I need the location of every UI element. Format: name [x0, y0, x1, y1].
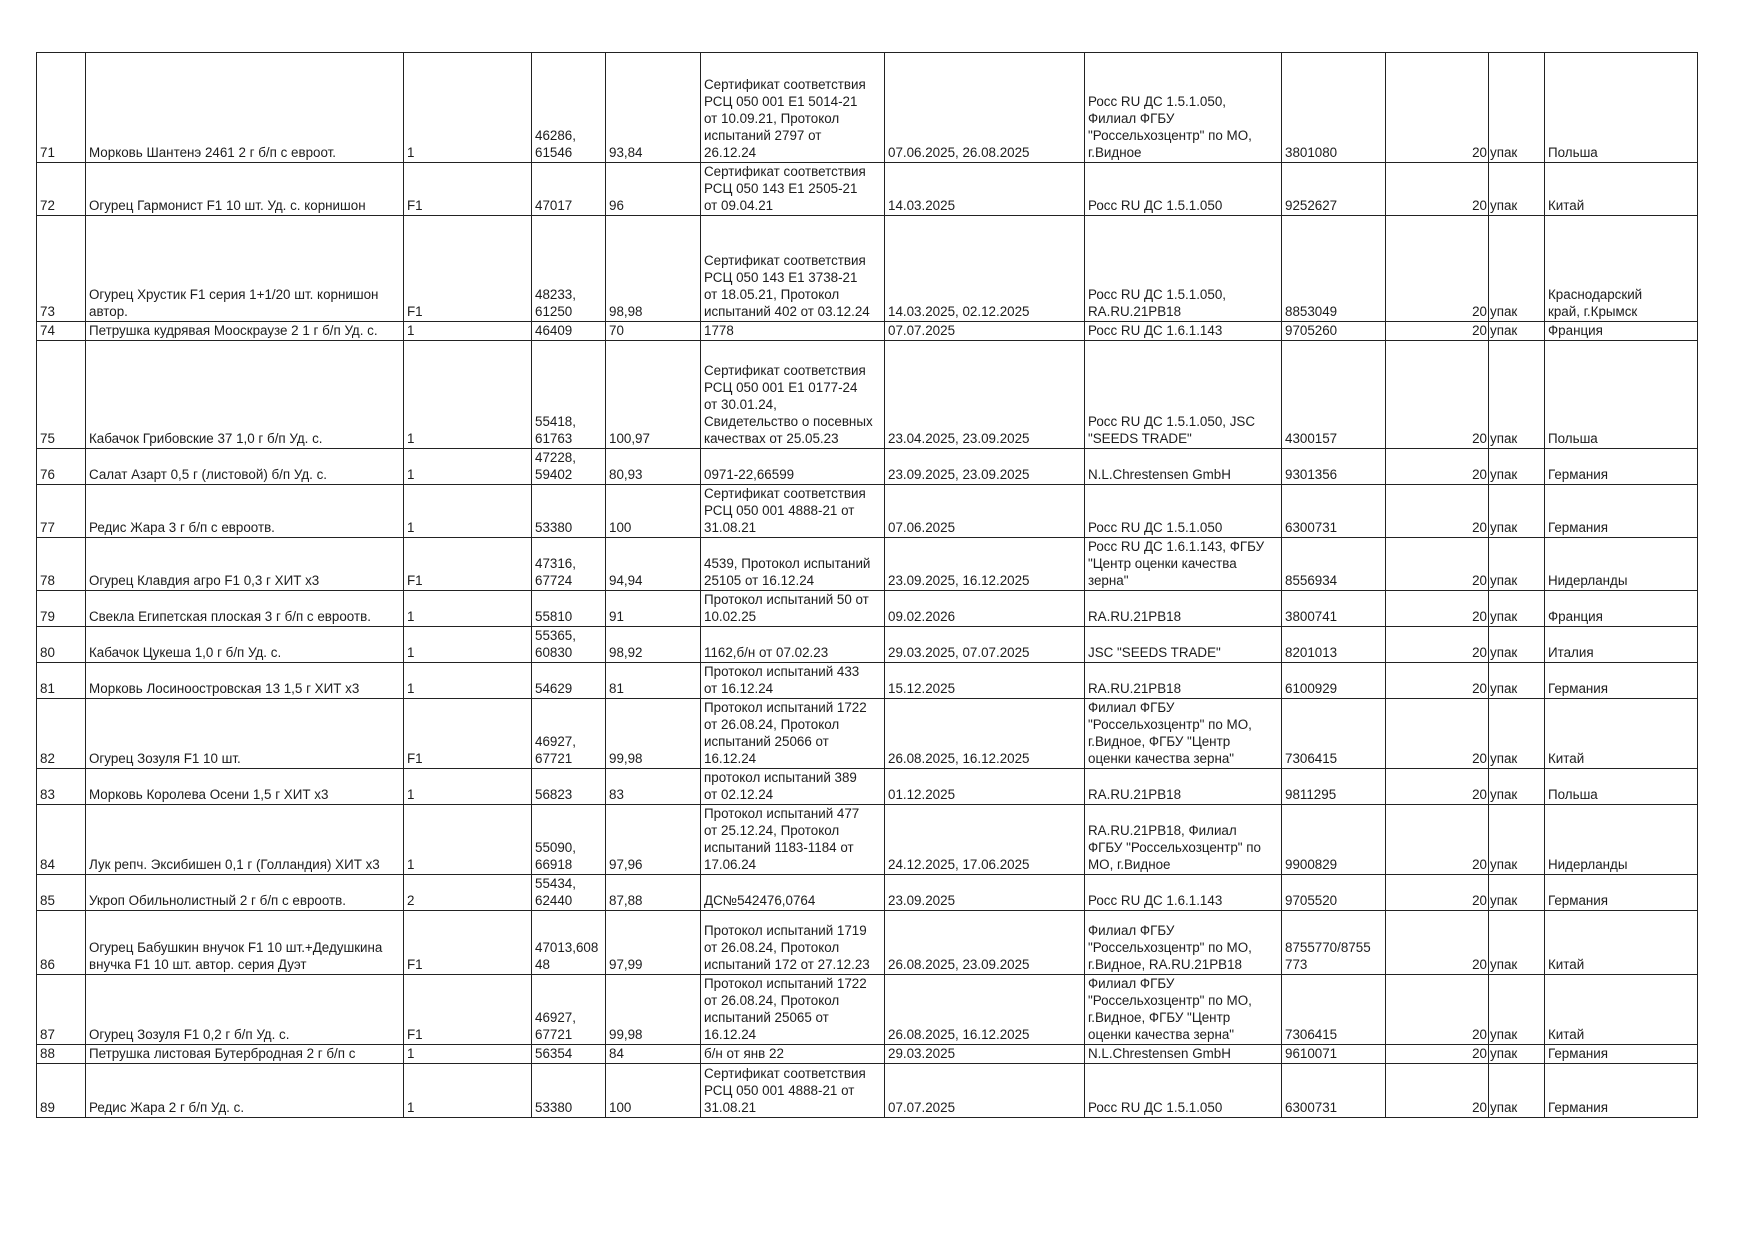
- validity-dates-cell: 23.09.2025: [885, 875, 1085, 911]
- category-cell: 2: [404, 875, 532, 911]
- product-name-cell: Кабачок Цукеша 1,0 г б/п Уд. с.: [86, 627, 404, 663]
- origin-country-cell: Германия: [1545, 1045, 1698, 1064]
- quantity-cell: 20: [1386, 699, 1489, 769]
- unit-cell: упак: [1489, 663, 1545, 699]
- table-row: [37, 875, 1698, 911]
- quantity-cell: 20: [1386, 769, 1489, 805]
- product-name-cell: Огурец Хрустик F1 серия 1+1/20 шт. корнишон автор.: [86, 216, 404, 322]
- certifying-body-cell: JSC "SEEDS TRADE": [1085, 627, 1282, 663]
- category-cell: 1: [404, 627, 532, 663]
- germination-cell: 100: [606, 1064, 701, 1118]
- batch-numbers-cell: 55365, 60830: [532, 627, 606, 663]
- batch-numbers-cell: 47316, 67724: [532, 538, 606, 591]
- validity-dates-cell: 29.03.2025: [885, 1045, 1085, 1064]
- row-number-cell: 79: [37, 591, 86, 627]
- product-name-cell: Петрушка листовая Бутербродная 2 г б/п с: [86, 1045, 404, 1064]
- quantity-cell: 20: [1386, 663, 1489, 699]
- product-code-cell: 7306415: [1282, 699, 1386, 769]
- batch-numbers-cell: 56823: [532, 769, 606, 805]
- table-row: [37, 911, 1698, 975]
- certifying-body-cell: Росс RU ДС 1.5.1.050: [1085, 163, 1282, 216]
- row-number-cell: 80: [37, 627, 86, 663]
- certifying-body-cell: Росс RU ДС 1.6.1.143, ФГБУ "Центр оценки качества зерна": [1085, 538, 1282, 591]
- quantity-cell: 20: [1386, 805, 1489, 875]
- unit-cell: упак: [1489, 216, 1545, 322]
- table-body: [37, 53, 1698, 1118]
- category-cell: F1: [404, 538, 532, 591]
- batch-numbers-cell: 46409: [532, 322, 606, 341]
- quality-documents-cell: Протокол испытаний 433 от 16.12.24: [701, 663, 885, 699]
- unit-cell: упак: [1489, 538, 1545, 591]
- validity-dates-cell: 07.07.2025: [885, 322, 1085, 341]
- quality-documents-cell: протокол испытаний 389 от 02.12.24: [701, 769, 885, 805]
- germination-cell: 98,98: [606, 216, 701, 322]
- category-cell: F1: [404, 975, 532, 1045]
- product-code-cell: 3801080: [1282, 53, 1386, 163]
- certifying-body-cell: Росс RU ДС 1.5.1.050: [1085, 485, 1282, 538]
- germination-cell: 94,94: [606, 538, 701, 591]
- product-name-cell: Салат Азарт 0,5 г (листовой) б/п Уд. с.: [86, 449, 404, 485]
- row-number-cell: 72: [37, 163, 86, 216]
- batch-numbers-cell: 55418, 61763: [532, 341, 606, 449]
- certifying-body-cell: Росс RU ДС 1.6.1.143: [1085, 875, 1282, 911]
- product-code-cell: 8755770/8755 773: [1282, 911, 1386, 975]
- germination-cell: 93,84: [606, 53, 701, 163]
- category-cell: 1: [404, 663, 532, 699]
- quantity-cell: 20: [1386, 341, 1489, 449]
- germination-cell: 97,99: [606, 911, 701, 975]
- product-code-cell: 8556934: [1282, 538, 1386, 591]
- quantity-cell: 20: [1386, 216, 1489, 322]
- germination-cell: 100: [606, 485, 701, 538]
- product-name-cell: Укроп Обильнолистный 2 г б/п с евроотв.: [86, 875, 404, 911]
- product-code-cell: 8853049: [1282, 216, 1386, 322]
- quality-documents-cell: Сертификат соответствия РСЦ 050 143 Е1 3738-21 от 18.05.21, Протокол испытаний 402 от 03.12.24: [701, 216, 885, 322]
- certifying-body-cell: RA.RU.21PB18: [1085, 769, 1282, 805]
- table-row: [37, 975, 1698, 1045]
- unit-cell: упак: [1489, 805, 1545, 875]
- row-number-cell: 81: [37, 663, 86, 699]
- table-row: [37, 1045, 1698, 1064]
- quantity-cell: 20: [1386, 1064, 1489, 1118]
- product-name-cell: Огурец Бабушкин внучок F1 10 шт.+Дедушкина внучка F1 10 шт. автор. серия Дуэт: [86, 911, 404, 975]
- product-code-cell: 6300731: [1282, 1064, 1386, 1118]
- germination-cell: 98,92: [606, 627, 701, 663]
- validity-dates-cell: 23.09.2025, 23.09.2025: [885, 449, 1085, 485]
- table-row: [37, 322, 1698, 341]
- unit-cell: упак: [1489, 341, 1545, 449]
- germination-cell: 91: [606, 591, 701, 627]
- quantity-cell: 20: [1386, 911, 1489, 975]
- product-name-cell: Огурец Клавдия агро F1 0,3 г ХИТ х3: [86, 538, 404, 591]
- origin-country-cell: Германия: [1545, 875, 1698, 911]
- validity-dates-cell: 23.09.2025, 16.12.2025: [885, 538, 1085, 591]
- quality-documents-cell: Протокол испытаний 1722 от 26.08.24, Протокол испытаний 25066 от 16.12.24: [701, 699, 885, 769]
- product-code-cell: 9705520: [1282, 875, 1386, 911]
- unit-cell: упак: [1489, 911, 1545, 975]
- table-row: [37, 591, 1698, 627]
- batch-numbers-cell: 47013,608 48: [532, 911, 606, 975]
- product-code-cell: 7306415: [1282, 975, 1386, 1045]
- category-cell: 1: [404, 1045, 532, 1064]
- product-name-cell: Огурец Зозуля F1 10 шт.: [86, 699, 404, 769]
- validity-dates-cell: 23.04.2025, 23.09.2025: [885, 341, 1085, 449]
- validity-dates-cell: 15.12.2025: [885, 663, 1085, 699]
- quality-documents-cell: 1778: [701, 322, 885, 341]
- unit-cell: упак: [1489, 163, 1545, 216]
- batch-numbers-cell: 47017: [532, 163, 606, 216]
- row-number-cell: 71: [37, 53, 86, 163]
- row-number-cell: 89: [37, 1064, 86, 1118]
- batch-numbers-cell: 47228, 59402: [532, 449, 606, 485]
- row-number-cell: 83: [37, 769, 86, 805]
- origin-country-cell: Франция: [1545, 591, 1698, 627]
- validity-dates-cell: 26.08.2025, 23.09.2025: [885, 911, 1085, 975]
- origin-country-cell: Польша: [1545, 53, 1698, 163]
- origin-country-cell: Германия: [1545, 663, 1698, 699]
- certifying-body-cell: Филиал ФГБУ "Россельхозцентр" по МО, г.Видное, ФГБУ "Центр оценки качества зерна": [1085, 699, 1282, 769]
- table-row: [37, 163, 1698, 216]
- quality-documents-cell: 1162,б/н от 07.02.23: [701, 627, 885, 663]
- product-code-cell: 9900829: [1282, 805, 1386, 875]
- origin-country-cell: Нидерланды: [1545, 538, 1698, 591]
- batch-numbers-cell: 46927, 67721: [532, 975, 606, 1045]
- origin-country-cell: Франция: [1545, 322, 1698, 341]
- unit-cell: упак: [1489, 1064, 1545, 1118]
- table-row: [37, 449, 1698, 485]
- category-cell: 1: [404, 485, 532, 538]
- quality-documents-cell: Протокол испытаний 477 от 25.12.24, Протокол испытаний 1183-1184 от 17.06.24: [701, 805, 885, 875]
- table-row: [37, 538, 1698, 591]
- row-number-cell: 77: [37, 485, 86, 538]
- origin-country-cell: Германия: [1545, 1064, 1698, 1118]
- germination-cell: 99,98: [606, 699, 701, 769]
- quality-documents-cell: 4539, Протокол испытаний 25105 от 16.12.24: [701, 538, 885, 591]
- certifying-body-cell: RA.RU.21PB18: [1085, 591, 1282, 627]
- quantity-cell: 20: [1386, 163, 1489, 216]
- certifying-body-cell: Росс RU ДС 1.6.1.143: [1085, 322, 1282, 341]
- row-number-cell: 88: [37, 1045, 86, 1064]
- quality-documents-cell: Сертификат соответствия РСЦ 050 001 Е1 0177-24 от 30.01.24, Свидетельство о посевных качествах от 25.05.23: [701, 341, 885, 449]
- quality-documents-cell: Сертификат соответствия РСЦ 050 001 4888-21 от 31.08.21: [701, 485, 885, 538]
- quality-documents-cell: Сертификат соответствия РСЦ 050 001 4888-21 от 31.08.21: [701, 1064, 885, 1118]
- category-cell: 1: [404, 322, 532, 341]
- certifying-body-cell: N.L.Chrestensen GmbH: [1085, 1045, 1282, 1064]
- quality-documents-cell: Протокол испытаний 50 от 10.02.25: [701, 591, 885, 627]
- table-row: [37, 663, 1698, 699]
- category-cell: 1: [404, 1064, 532, 1118]
- table-row: [37, 53, 1698, 163]
- quality-documents-cell: ДС№542476,0764: [701, 875, 885, 911]
- batch-numbers-cell: 55434, 62440: [532, 875, 606, 911]
- table-row: [37, 627, 1698, 663]
- quantity-cell: 20: [1386, 875, 1489, 911]
- certifying-body-cell: Росс RU ДС 1.5.1.050, JSC "SEEDS TRADE": [1085, 341, 1282, 449]
- unit-cell: упак: [1489, 322, 1545, 341]
- product-code-cell: 6100929: [1282, 663, 1386, 699]
- validity-dates-cell: 07.06.2025, 26.08.2025: [885, 53, 1085, 163]
- origin-country-cell: Польша: [1545, 341, 1698, 449]
- quantity-cell: 20: [1386, 322, 1489, 341]
- product-name-cell: Огурец Гармонист F1 10 шт. Уд. с. корнишон: [86, 163, 404, 216]
- quantity-cell: 20: [1386, 975, 1489, 1045]
- product-name-cell: Морковь Шантенэ 2461 2 г б/п с евроот.: [86, 53, 404, 163]
- validity-dates-cell: 14.03.2025: [885, 163, 1085, 216]
- batch-numbers-cell: 55090, 66918: [532, 805, 606, 875]
- validity-dates-cell: 26.08.2025, 16.12.2025: [885, 699, 1085, 769]
- product-name-cell: Огурец Зозуля F1 0,2 г б/п Уд. с.: [86, 975, 404, 1045]
- category-cell: 1: [404, 449, 532, 485]
- table-row: [37, 769, 1698, 805]
- table-row: [37, 1064, 1698, 1118]
- product-code-cell: 9610071: [1282, 1045, 1386, 1064]
- quantity-cell: 20: [1386, 449, 1489, 485]
- product-code-cell: 6300731: [1282, 485, 1386, 538]
- batch-numbers-cell: 54629: [532, 663, 606, 699]
- unit-cell: упак: [1489, 449, 1545, 485]
- product-name-cell: Петрушка кудрявая Мооскраузе 2 1 г б/п Уд. с.: [86, 322, 404, 341]
- category-cell: 1: [404, 591, 532, 627]
- table-row: [37, 216, 1698, 322]
- validity-dates-cell: 29.03.2025, 07.07.2025: [885, 627, 1085, 663]
- certifying-body-cell: Филиал ФГБУ "Россельхозцентр" по МО, г.Видное, ФГБУ "Центр оценки качества зерна": [1085, 975, 1282, 1045]
- batch-numbers-cell: 46927, 67721: [532, 699, 606, 769]
- germination-cell: 96: [606, 163, 701, 216]
- row-number-cell: 82: [37, 699, 86, 769]
- row-number-cell: 87: [37, 975, 86, 1045]
- origin-country-cell: Китай: [1545, 163, 1698, 216]
- unit-cell: упак: [1489, 975, 1545, 1045]
- row-number-cell: 84: [37, 805, 86, 875]
- certifying-body-cell: Росс RU ДС 1.5.1.050: [1085, 1064, 1282, 1118]
- product-code-cell: 8201013: [1282, 627, 1386, 663]
- product-name-cell: Редис Жара 3 г б/п с евроотв.: [86, 485, 404, 538]
- quality-documents-cell: Протокол испытаний 1722 от 26.08.24, Протокол испытаний 25065 от 16.12.24: [701, 975, 885, 1045]
- batch-numbers-cell: 46286, 61546: [532, 53, 606, 163]
- validity-dates-cell: 01.12.2025: [885, 769, 1085, 805]
- batch-numbers-cell: 53380: [532, 1064, 606, 1118]
- origin-country-cell: Италия: [1545, 627, 1698, 663]
- product-code-cell: 3800741: [1282, 591, 1386, 627]
- validity-dates-cell: 07.07.2025: [885, 1064, 1085, 1118]
- batch-numbers-cell: 53380: [532, 485, 606, 538]
- row-number-cell: 75: [37, 341, 86, 449]
- product-name-cell: Лук репч. Эксибишен 0,1 г (Голландия) ХИТ х3: [86, 805, 404, 875]
- row-number-cell: 74: [37, 322, 86, 341]
- category-cell: 1: [404, 341, 532, 449]
- quantity-cell: 20: [1386, 538, 1489, 591]
- quantity-cell: 20: [1386, 591, 1489, 627]
- origin-country-cell: Нидерланды: [1545, 805, 1698, 875]
- category-cell: F1: [404, 699, 532, 769]
- category-cell: F1: [404, 163, 532, 216]
- validity-dates-cell: 14.03.2025, 02.12.2025: [885, 216, 1085, 322]
- batch-numbers-cell: 56354: [532, 1045, 606, 1064]
- certifying-body-cell: Филиал ФГБУ "Россельхозцентр" по МО, г.Видное, RA.RU.21PB18: [1085, 911, 1282, 975]
- category-cell: 1: [404, 805, 532, 875]
- germination-cell: 99,98: [606, 975, 701, 1045]
- table-row: [37, 341, 1698, 449]
- unit-cell: упак: [1489, 875, 1545, 911]
- product-code-cell: 9301356: [1282, 449, 1386, 485]
- germination-cell: 80,93: [606, 449, 701, 485]
- validity-dates-cell: 24.12.2025, 17.06.2025: [885, 805, 1085, 875]
- quality-documents-cell: Сертификат соответствия РСЦ 050 143 Е1 2505-21 от 09.04.21: [701, 163, 885, 216]
- germination-cell: 100,97: [606, 341, 701, 449]
- seed-register-table: [36, 52, 1698, 1118]
- origin-country-cell: Краснодарский край, г.Крымск: [1545, 216, 1698, 322]
- germination-cell: 70: [606, 322, 701, 341]
- quality-documents-cell: Протокол испытаний 1719 от 26.08.24, Протокол испытаний 172 от 27.12.23: [701, 911, 885, 975]
- quantity-cell: 20: [1386, 1045, 1489, 1064]
- table-row: [37, 805, 1698, 875]
- row-number-cell: 86: [37, 911, 86, 975]
- unit-cell: упак: [1489, 699, 1545, 769]
- origin-country-cell: Польша: [1545, 769, 1698, 805]
- product-code-cell: 9811295: [1282, 769, 1386, 805]
- origin-country-cell: Германия: [1545, 449, 1698, 485]
- row-number-cell: 73: [37, 216, 86, 322]
- row-number-cell: 76: [37, 449, 86, 485]
- origin-country-cell: Германия: [1545, 485, 1698, 538]
- batch-numbers-cell: 48233, 61250: [532, 216, 606, 322]
- table-row: [37, 699, 1698, 769]
- germination-cell: 97,96: [606, 805, 701, 875]
- germination-cell: 87,88: [606, 875, 701, 911]
- row-number-cell: 85: [37, 875, 86, 911]
- category-cell: 1: [404, 53, 532, 163]
- unit-cell: упак: [1489, 485, 1545, 538]
- validity-dates-cell: 26.08.2025, 16.12.2025: [885, 975, 1085, 1045]
- unit-cell: упак: [1489, 1045, 1545, 1064]
- origin-country-cell: Китай: [1545, 975, 1698, 1045]
- row-number-cell: 78: [37, 538, 86, 591]
- origin-country-cell: Китай: [1545, 699, 1698, 769]
- product-name-cell: Редис Жара 2 г б/п Уд. с.: [86, 1064, 404, 1118]
- germination-cell: 83: [606, 769, 701, 805]
- product-name-cell: Кабачок Грибовские 37 1,0 г б/п Уд. с.: [86, 341, 404, 449]
- validity-dates-cell: 09.02.2026: [885, 591, 1085, 627]
- origin-country-cell: Китай: [1545, 911, 1698, 975]
- unit-cell: упак: [1489, 53, 1545, 163]
- product-code-cell: 9252627: [1282, 163, 1386, 216]
- quantity-cell: 20: [1386, 485, 1489, 538]
- product-code-cell: 4300157: [1282, 341, 1386, 449]
- validity-dates-cell: 07.06.2025: [885, 485, 1085, 538]
- germination-cell: 84: [606, 1045, 701, 1064]
- certifying-body-cell: RA.RU.21PB18: [1085, 663, 1282, 699]
- quality-documents-cell: Сертификат соответствия РСЦ 050 001 Е1 5014-21 от 10.09.21, Протокол испытаний 2797 от 26.12.24: [701, 53, 885, 163]
- germination-cell: 81: [606, 663, 701, 699]
- category-cell: F1: [404, 911, 532, 975]
- unit-cell: упак: [1489, 769, 1545, 805]
- certifying-body-cell: N.L.Chrestensen GmbH: [1085, 449, 1282, 485]
- certifying-body-cell: Росс RU ДС 1.5.1.050, RA.RU.21PB18: [1085, 216, 1282, 322]
- product-name-cell: Свекла Египетская плоская 3 г б/п с евроотв.: [86, 591, 404, 627]
- certifying-body-cell: Росс RU ДС 1.5.1.050, Филиал ФГБУ "Россельхозцентр" по МО, г.Видное: [1085, 53, 1282, 163]
- quality-documents-cell: б/н от янв 22: [701, 1045, 885, 1064]
- batch-numbers-cell: 55810: [532, 591, 606, 627]
- certifying-body-cell: RA.RU.21PB18, Филиал ФГБУ "Россельхозцентр" по МО, г.Видное: [1085, 805, 1282, 875]
- unit-cell: упак: [1489, 591, 1545, 627]
- product-name-cell: Морковь Лосиноостровская 13 1,5 г ХИТ х3: [86, 663, 404, 699]
- quantity-cell: 20: [1386, 627, 1489, 663]
- category-cell: F1: [404, 216, 532, 322]
- quality-documents-cell: 0971-22,66599: [701, 449, 885, 485]
- unit-cell: упак: [1489, 627, 1545, 663]
- product-name-cell: Морковь Королева Осени 1,5 г ХИТ х3: [86, 769, 404, 805]
- product-code-cell: 9705260: [1282, 322, 1386, 341]
- category-cell: 1: [404, 769, 532, 805]
- table-row: [37, 485, 1698, 538]
- quantity-cell: 20: [1386, 53, 1489, 163]
